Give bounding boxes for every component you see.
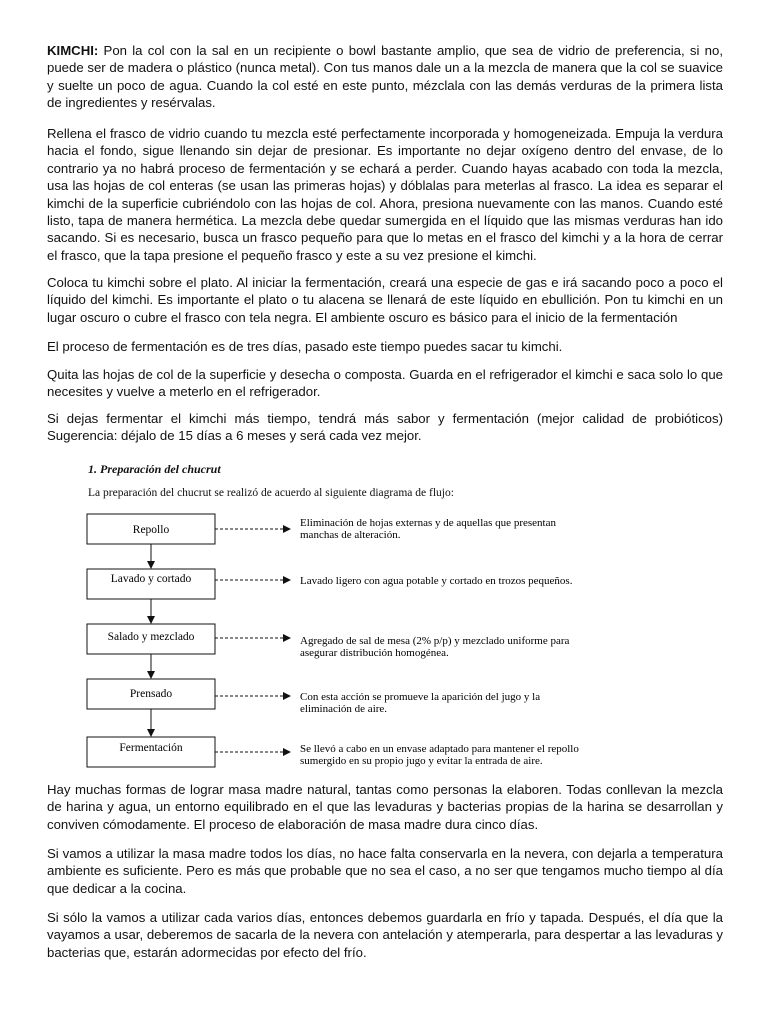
paragraph-fill-jar: Rellena el frasco de vidrio cuando tu mezcla esté perfectamente incorporada y homogeneizada. Empuja la verdura hacia el fondo, sigue llenando sin dejar de presionar. Es importante no dejar oxígeno dentro del envase, de lo contrario ya no habrá proceso de fermentación y se echará a perder. Cuando hayas acabado con toda la mezcla, usa las hojas de col enteras (se usan las primeras hojas) y dóblalas para meterlas al frasco. La idea es separar el kimchi de la superficie cubriéndolo con las hojas de col. Ahora, presiona nuevamente con las manos. Cuando esté listo, tapa de manera hermética. La mezcla debe quedar sumergida en el líquido que las mismas verduras han ido sacando. Si es necesario, busca un frasco pequeño para que lo metas en el frasco del kimchi y a la hora de cerrar el frasco, que la tapa presione el pequeño frasco y este a su vez presione el kimchi. bbox=[47, 126, 723, 263]
step-note-line: eliminación de aire. bbox=[300, 703, 388, 715]
step-note-line: Con esta acción se promueve la aparición del jugo y la bbox=[300, 691, 541, 703]
figure-caption: La preparación del chucrut se realizó de acuerdo al siguiente diagrama de flujo: bbox=[88, 487, 454, 499]
paragraph-masa-madre: Hay muchas formas de lograr masa madre natural, tantas como personas la elaboren. Todas conllevan la mezcla de harina y agua, un entorno equilibrado en el que las levaduras y bacterias propias de la harina se desarrollan y conviven cómodamente. El proceso de elaboración de masa madre dura cinco días. bbox=[47, 782, 723, 832]
paragraph-daily-use: Si vamos a utilizar la masa madre todos los días, no hace falta conservarla en la nevera, con dejarla a temperatura ambiente es suficiente. Pero es más que probable que no sea el caso, a no ser que tengamos mucho tiempo al día que dedicar a la cocina. bbox=[47, 846, 723, 896]
step-note-line: Lavado ligero con agua potable y cortado en trozos pequeños. bbox=[300, 575, 573, 587]
step-label: Repollo bbox=[132, 524, 170, 536]
step-label: Salado y mezclado bbox=[107, 631, 195, 643]
paragraph-kimchi-intro bbox=[47, 42, 723, 112]
flow-step-repollo bbox=[87, 514, 556, 544]
flow-step-salado bbox=[87, 624, 570, 659]
step-note-line: Agregado de sal de mesa (2% p/p) y mezclado uniforme para bbox=[300, 635, 570, 647]
chucrut-flow-diagram bbox=[85, 462, 685, 772]
flow-diagram-svg bbox=[85, 462, 685, 772]
step-note-line: manchas de alteración. bbox=[300, 529, 401, 541]
step-note-line: asegurar distribución homogénea. bbox=[300, 647, 449, 659]
flow-step-lavado bbox=[87, 569, 573, 599]
flow-step-prensado bbox=[87, 679, 540, 715]
paragraph-fermentation-time: El proceso de fermentación es de tres días, pasado este tiempo puedes sacar tu kimchi. bbox=[47, 339, 563, 354]
step-note-line: Se llevó a cabo en un envase adaptado para mantener el repollo bbox=[300, 743, 579, 755]
step-label: Prensado bbox=[129, 688, 173, 700]
paragraph-longer-ferment: Si dejas fermentar el kimchi más tiempo, tendrá más sabor y fermentación (mejor calidad de probióticos) Sugerencia: déjalo de 15 días a 6 meses y será cada vez mejor. bbox=[47, 411, 723, 444]
figure-title: 1. Preparación del chucrut bbox=[88, 462, 221, 476]
step-note-line: sumergido en su propio jugo y evitar la entrada de aire. bbox=[300, 755, 543, 767]
step-note-line: Eliminación de hojas externas y de aquellas que presentan bbox=[300, 517, 556, 529]
paragraph-place-plate: Coloca tu kimchi sobre el plato. Al iniciar la fermentación, creará una especie de gas e irá sacando poco a poco el líquido del kimchi. Es importante el plato o tu alacena se llenará de este líquido en ebullición. Pon tu kimchi en un lugar oscuro o cubre el frasco con tela negra. El ambiente oscuro es básico para el inicio de la fermentación bbox=[47, 275, 723, 325]
paragraph-remove-leaves: Quita las hojas de col de la superficie y desecha o composta. Guarda en el refrigerador el kimchi e saca solo lo que necesites y vuelve a meterlo en el refrigerador. bbox=[47, 367, 723, 400]
paragraph-cold-storage: Si sólo la vamos a utilizar cada varios días, entonces debemos guardarla en frío y tapada. Después, el día que la vayamos a usar, deberemos de sacarla de la nevera con antelación y atemperarla, para despertar a las levaduras y bacterias que, estarán adormecidas por efecto del frío. bbox=[47, 910, 723, 960]
paragraph-text: Pon la col con la sal en un recipiente o bowl bastante amplio, que sea de vidrio de preferencia, si no, puede ser de madera o plástico (nunca metal). Con tus manos dale un a la mezcla de manera que la col se suavice y suelte un poco de agua. Cuando la col esté en este punto, mézclala con las demás verduras de la primera lista de ingredientes y resérvalas. bbox=[47, 43, 723, 111]
paragraph-lead: KIMCHI: bbox=[47, 43, 99, 58]
step-label: Fermentación bbox=[119, 742, 183, 754]
step-label: Lavado y cortado bbox=[110, 573, 192, 585]
flow-step-fermentacion bbox=[87, 737, 579, 767]
